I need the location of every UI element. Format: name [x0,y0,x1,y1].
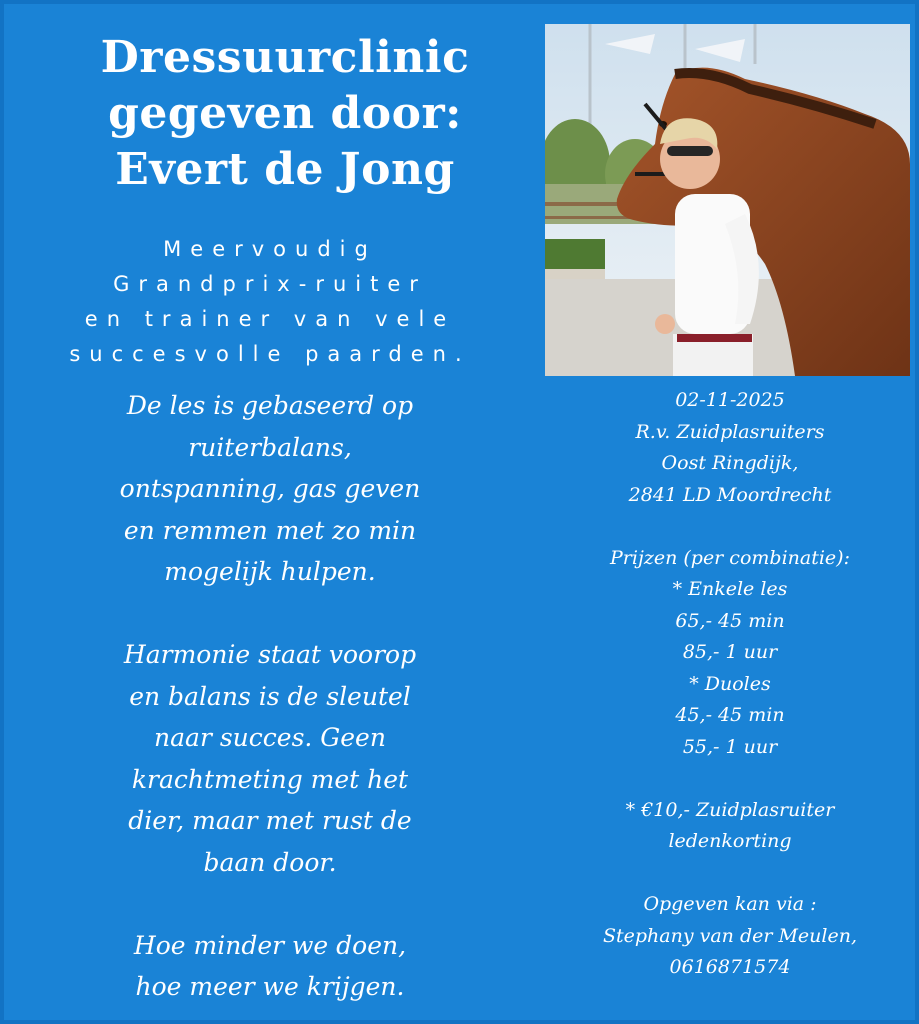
title-line: Dressuurclinic [100,32,470,83]
event-info [545,385,915,984]
price-category: * Enkele les [672,578,788,600]
contact-name: Stephany van der Meulen, [602,924,858,947]
member-discount-label: ledenkorting [668,830,792,852]
description-line: baan door. [203,847,337,877]
description-line: hoe meer we krijgen. [135,972,405,1001]
subtitle [10,232,530,372]
subtitle-line: Meervoudig [163,237,377,261]
title-line: gegeven door: [108,88,462,139]
event-date: 02-11-2025 [675,389,785,411]
photo-illustration [545,24,910,376]
description-line: Hoe minder we doen, [133,930,407,960]
title-line: Evert de Jong [115,144,455,195]
description-line: ontspanning, gas geven [119,474,421,503]
subtitle-line: succesvolle paarden. [69,342,471,366]
price-line: 45,- 45 min [675,704,785,726]
info-spacer [545,858,915,890]
description-line: naar succes. Geen [154,723,386,752]
member-discount: * €10,- Zuidplasruiter [625,798,835,821]
description-line: mogelijk hulpen. [164,557,376,586]
price-line: 55,- 1 uur [682,735,778,758]
venue-name: R.v. Zuidplasruiters [635,420,825,443]
info-spacer [545,763,915,795]
clinic-description [70,385,470,1008]
description-line: De les is gebaseerd op [126,391,414,420]
description-line: en remmen met zo min [123,515,417,545]
venue-street: Oost Ringdijk, [661,452,799,474]
description-line: dier, maar met rust de [128,806,412,835]
prices-heading: Prijzen (per combinatie): [610,546,850,569]
price-line: 65,- 45 min [675,609,785,632]
rider-with-horse-photo [545,24,910,376]
description-line: krachtmeting met het [131,764,409,794]
venue-postcode: 2841 LD Moordrecht [628,483,832,506]
page-title [40,30,530,198]
price-category: * Duoles [689,672,771,695]
description-line: Harmonie staat voorop [123,640,417,669]
subtitle-line: en trainer van vele [84,307,456,331]
description-line: ruiterbalans, [188,432,352,462]
info-spacer [545,511,915,543]
subtitle-line: Grandprix-ruiter [113,272,427,296]
description-line [70,593,470,635]
signup-heading: Opgeven kan via : [643,893,817,915]
description-line [70,883,470,925]
description-line: en balans is de sleutel [129,681,411,711]
contact-phone: 0616871574 [669,956,791,978]
price-line: 85,- 1 uur [682,641,778,663]
